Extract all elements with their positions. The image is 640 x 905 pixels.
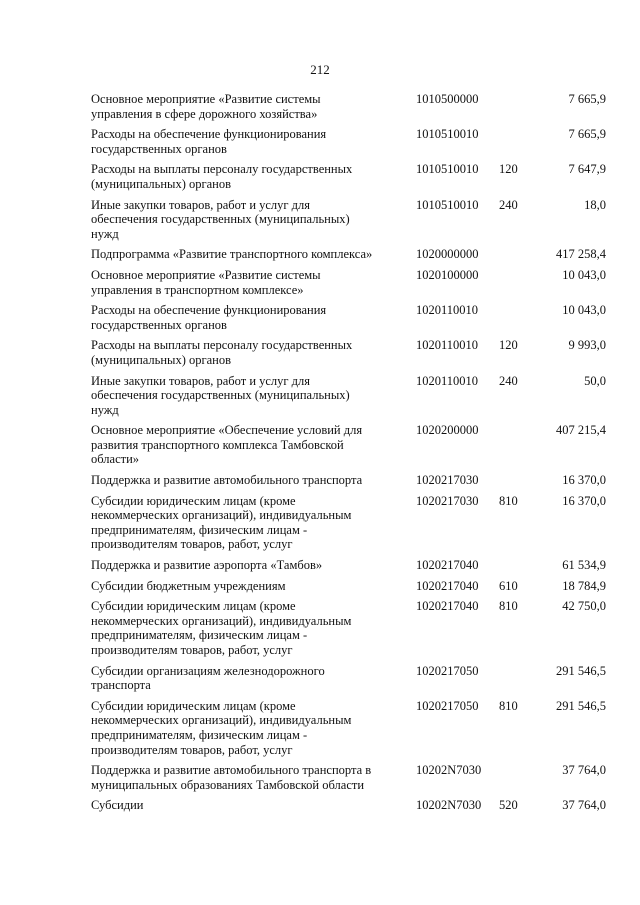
table-row (91, 127, 606, 156)
row-code: 1010510010 (416, 197, 479, 212)
table-row (91, 92, 606, 121)
table-row (91, 423, 606, 467)
table-row (91, 338, 606, 367)
row-name: Субсидии бюджетным учреждениям (91, 578, 286, 593)
row-amount: 10 043,0 (562, 303, 606, 318)
row-code: 10202N7030 (416, 798, 482, 813)
row-amount: 7 665,9 (568, 92, 606, 106)
row-name: Иные закупки товаров, работ и услуг для обеспечения государственных (муниципальных) нужд (91, 197, 350, 241)
row-code: 1010510010 (416, 127, 479, 142)
row-amount: 50,0 (584, 373, 606, 388)
row-expense-type: 810 (499, 698, 518, 713)
row-name: Субсидии организациям железнодорожного транспорта (91, 663, 325, 693)
row-name: Субсидии юридическим лицам (кроме некоммерческих организаций), индивидуальным предпринимателям, физическим лицам - производителям товаров, работ, услуг (91, 493, 352, 552)
row-amount: 9 993,0 (568, 338, 606, 353)
table-row (91, 374, 606, 418)
row-name: Поддержка и развитие автомобильного транспорта в муниципальных образованиях Тамбовской области (91, 763, 372, 792)
row-name: Субсидии (91, 798, 144, 813)
row-expense-type: 120 (499, 162, 518, 177)
page-number: 212 (310, 62, 330, 77)
row-amount: 16 370,0 (562, 473, 606, 488)
row-expense-type: 240 (499, 373, 518, 388)
row-expense-type: 810 (499, 599, 518, 614)
row-code: 1020217040 (416, 578, 479, 593)
row-code: 1010510010 (416, 162, 479, 177)
row-name: Расходы на выплаты персоналу государственных (муниципальных) органов (91, 338, 353, 367)
row-amount: 16 370,0 (562, 493, 606, 508)
row-code: 1020110010 (416, 338, 479, 353)
row-expense-type: 520 (499, 798, 518, 813)
row-code: 10202N7030 (416, 763, 482, 778)
table-row (91, 798, 606, 813)
row-amount: 10 043,0 (562, 267, 606, 282)
row-expense-type: 240 (499, 197, 518, 212)
row-code: 1010500000 (416, 92, 479, 106)
row-name: Субсидии юридическим лицам (кроме некоммерческих организаций), индивидуальным предпринимателям, физическим лицам - производителям товаров, работ, услуг (91, 599, 352, 657)
row-amount: 61 534,9 (562, 558, 606, 573)
row-code: 1020000000 (416, 247, 479, 262)
row-code: 1020110010 (416, 303, 479, 318)
row-amount: 18 784,9 (562, 578, 606, 593)
row-code: 1020100000 (416, 267, 479, 282)
row-code: 1020217030 (416, 473, 479, 488)
row-amount: 7 647,9 (568, 162, 606, 177)
row-code: 1020200000 (416, 423, 479, 438)
table-row (91, 303, 606, 332)
row-name: Расходы на обеспечение функционирования государственных органов (91, 127, 327, 156)
row-amount: 18,0 (584, 197, 606, 212)
row-name: Подпрограмма «Развитие транспортного комплекса» (91, 247, 373, 262)
row-name: Основное мероприятие «Развитие системы управления в транспортном комплексе» (91, 267, 321, 297)
row-amount: 37 764,0 (562, 798, 606, 813)
row-code: 1020217040 (416, 599, 479, 614)
table-row (91, 599, 606, 657)
row-name: Расходы на выплаты персоналу государственных (муниципальных) органов (91, 162, 353, 191)
row-name: Основное мероприятие «Обеспечение условий для развития транспортного комплекса Тамбовской области» (91, 423, 363, 467)
row-amount: 417 258,4 (556, 247, 606, 262)
row-code: 1020217050 (416, 698, 479, 713)
row-amount: 7 665,9 (568, 127, 606, 142)
row-expense-type: 120 (499, 338, 518, 353)
row-amount: 37 764,0 (562, 763, 606, 778)
row-code: 1020110010 (416, 373, 479, 388)
row-amount: 407 215,4 (556, 423, 606, 438)
budget-table (91, 92, 606, 819)
row-name: Иные закупки товаров, работ и услуг для обеспечения государственных (муниципальных) нужд (91, 373, 350, 417)
table-row (91, 268, 606, 297)
row-amount: 291 546,5 (556, 698, 606, 713)
row-code: 1020217030 (416, 493, 479, 508)
row-expense-type: 810 (499, 493, 518, 508)
table-row (91, 579, 606, 594)
table-row (91, 162, 606, 191)
row-name: Расходы на обеспечение функционирования государственных органов (91, 303, 327, 332)
row-name: Поддержка и развитие автомобильного транспорта (91, 473, 363, 488)
row-code: 1020217040 (416, 558, 479, 573)
table-row (91, 763, 606, 792)
table-row (91, 473, 606, 488)
table-row (91, 558, 606, 573)
row-amount: 42 750,0 (562, 599, 606, 614)
row-expense-type: 610 (499, 578, 518, 593)
row-name: Субсидии юридическим лицам (кроме некоммерческих организаций), индивидуальным предпринимателям, физическим лицам - производителям товаров, работ, услуг (91, 698, 352, 757)
row-name: Поддержка и развитие аэропорта «Тамбов» (91, 558, 323, 573)
table-row (91, 664, 606, 693)
row-code: 1020217050 (416, 663, 479, 678)
table-row (91, 699, 606, 757)
table-row (91, 247, 606, 262)
table-row (91, 198, 606, 242)
row-name: Основное мероприятие «Развитие системы управления в сфере дорожного хозяйства» (91, 92, 321, 121)
table-row (91, 494, 606, 552)
row-amount: 291 546,5 (556, 663, 606, 678)
